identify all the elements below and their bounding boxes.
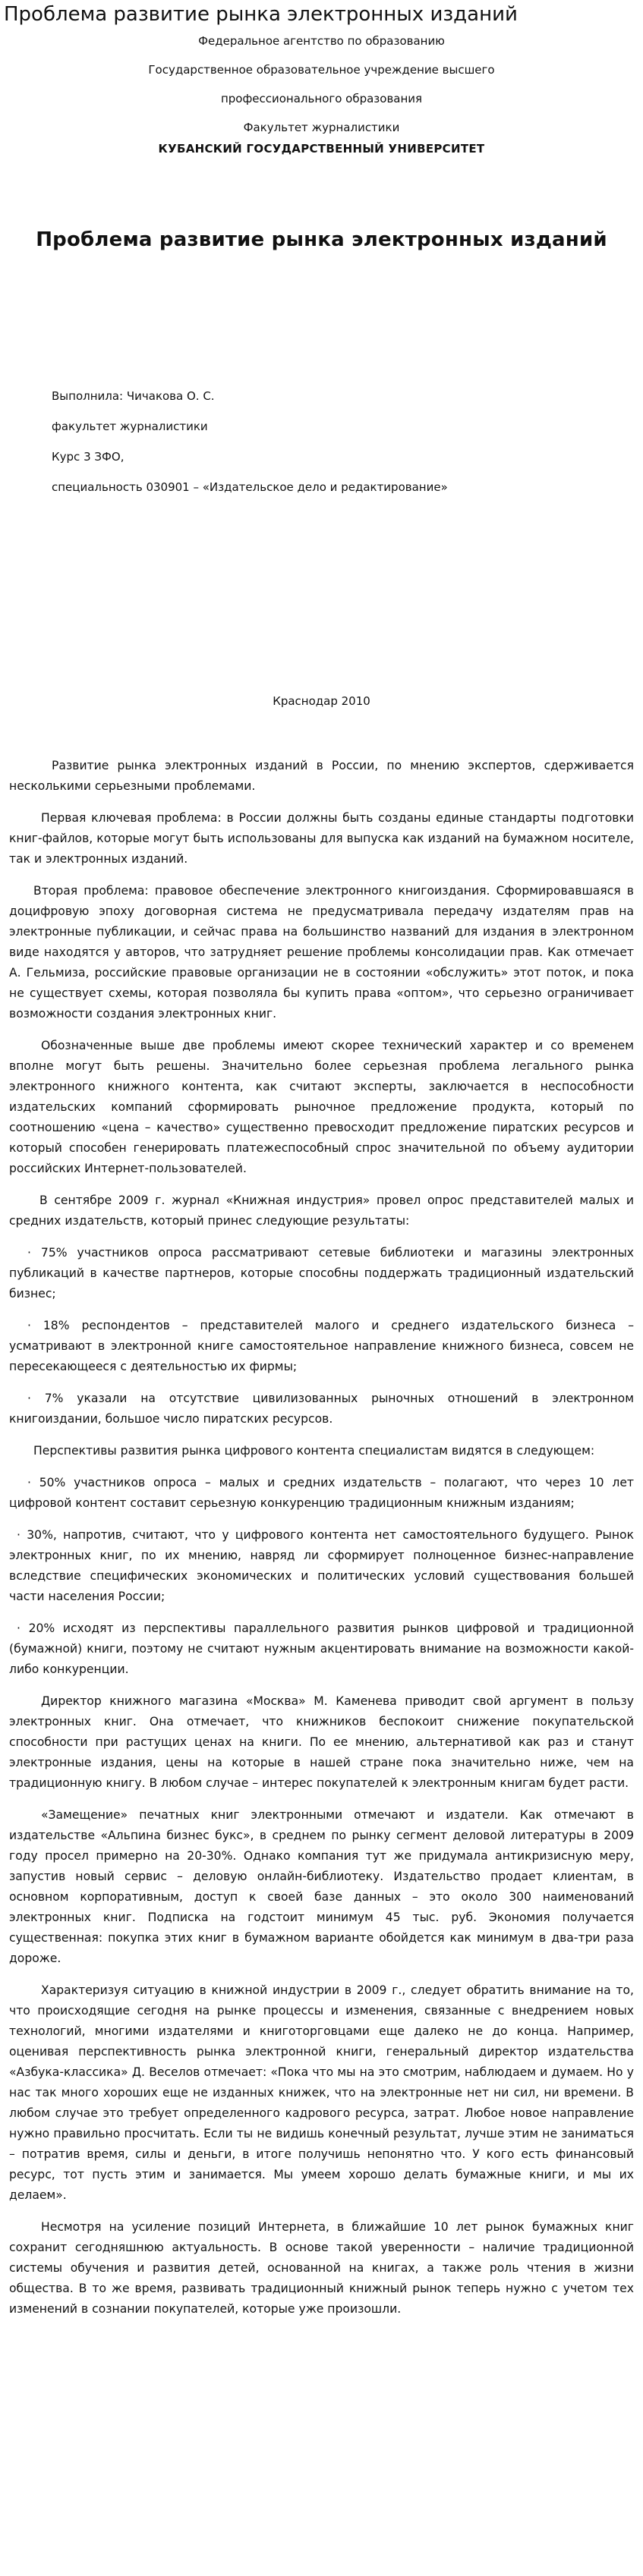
author-faculty: факультет журналистики xyxy=(52,420,208,433)
list-item: · 20% исходят из перспективы параллельного развития рынков цифровой и традиционной (бумажной) книги, поэтому не считают нужным акцентировать внимание на возможности какой-либо конкуренции. xyxy=(9,1621,634,1676)
paragraph: В сентябре 2009 г. журнал «Книжная индустрия» провел опрос представителей малых и средних издательств, который принес следующие результаты: xyxy=(9,1194,634,1228)
list-item: · 30%, напротив, считают, что у цифрового контента нет самостоятельного будущего. Рынок электронных книг, по их мнению, навряд ли сформирует полноценное бизнес-направление вследствие специфических экономических и политических условий существования большей части населения России; xyxy=(9,1528,634,1603)
paragraph: Перспективы развития рынка цифрового контента специалистам видятся в следующем: xyxy=(33,1444,595,1458)
university-name: КУБАНСКИЙ ГОСУДАРСТВЕННЫЙ УНИВЕРСИТЕТ xyxy=(158,142,485,156)
document-body xyxy=(0,756,643,2320)
institution-line: Государственное образовательное учреждение высшего xyxy=(148,63,495,77)
paragraph: Развитие рынка электронных изданий в России, по мнению экспертов, сдерживается несколькими серьезными проблемами. xyxy=(9,759,634,793)
paragraph: Директор книжного магазина «Москва» М. Каменева приводит свой аргумент в пользу электронных книг. Она отмечает, что книжников беспокоит снижение покупательской способности при растущих ценах на книги. По ее мнению, альтернативой как раз и станут электронные издания, цены на которые в нашей стране пока значительно ниже, чем на традиционную книгу. В любом случае – интерес покупателей к электронным книгам будет расти. xyxy=(9,1694,634,1790)
list-item: · 50% участников опроса – малых и средних издательств – полагают, что через 10 лет цифровой контент составит серьезную конкуренцию традиционным книжным изданиям; xyxy=(9,1476,634,1510)
author-course: Курс 3 ЗФО, xyxy=(52,450,125,464)
paragraph: Несмотря на усиление позиций Интернета, в ближайшие 10 лет рынок бумажных книг сохранит сегодняшнюю актуальность. В основе такой уверенности – наличие традиционной системы обучения и развития детей, основанной на книгах, а также роль чтения в жизни общества. В то же время, развивать традиционный книжный рынок теперь нужно с учетом тех изменений в сознании покупателей, которые уже произошли. xyxy=(9,2220,634,2316)
paragraph: Характеризуя ситуацию в книжной индустрии в 2009 г., следует обратить внимание на то, что происходящие сегодня на рынке процессы и изменения, связанные с внедрением новых технологий, многими издателями и книготорговцами еще далеко не до конца. Например, оценивая перспективность рынка электронной книги, генеральный директор издательства «Азбука-классика» Д. Веселов отмечает: «Пока что мы на это смотрим, наблюдаем и думаем. Но у нас так много хороших еще не изданных книжек, что на электронные нет ни сил, ни времени. В любом случае это требует определенного кадрового ресурса, затрат. Любое новое направление нужно правильно просчитать. Если ты не видишь конечный результат, лучше этим не заниматься – потратив время, силы и деньги, в итоге получишь непонятно что. У кого есть финансовый ресурс, тот пусть этим и занимается. Мы умеем хорошо делать бумажные книги, и мы их делаем». xyxy=(9,1983,634,2202)
paragraph: Вторая проблема: правовое обеспечение электронного книгоиздания. Сформировавшаяся в доцифровую эпоху договорная система не предусматривала передачу издателям прав на электронные публикации, и сейчас права на большинство названий для издания в электронном виде находятся у авторов, что затрудняет решение проблемы консолидации прав. Как отмечает А. Гельмиза, российские правовые организации не в состоянии «обслужить» этот поток, и пока не существует схемы, которая позволяла бы купить права «оптом», что серьезно ограничивает возможности создания электронных книг. xyxy=(9,884,634,1021)
city-year: Краснодар 2010 xyxy=(273,694,370,708)
education-line: профессионального образования xyxy=(220,92,423,105)
document-header-title: Проблема развитие рынка электронных изданий xyxy=(4,3,518,26)
agency-line: Федеральное агентство по образованию xyxy=(198,34,445,48)
author-specialty: специальность 030901 – «Издательское дело и редактирование» xyxy=(52,480,448,494)
list-item: · 18% респондентов – представителей малого и среднего издательского бизнеса – усматривают в электронной книге самостоятельное направление книжного бизнеса, совсем не пересекающееся с деятельностью их фирмы; xyxy=(9,1319,634,1373)
paragraph: Первая ключевая проблема: в России должны быть созданы единые стандарты подготовки книг-файлов, которые могут быть использованы для выпуска как изданий на бумажном носителе, так и электронных изданий. xyxy=(9,811,634,866)
faculty-line: Факультет журналистики xyxy=(243,121,400,134)
paragraph: «Замещение» печатных книг электронными отмечают и издатели. Как отмечают в издательстве «Альпина бизнес букс», в среднем по рынку сегмент деловой литературы в 2009 году просел примерно на 20-30%. Однако компания тут же придумала антикризисную меру, запустив новый сервис – деловую онлайн-библиотеку. Издательство продает клиентам, в основном корпоративным, доступ к своей базе данных – это около 300 наименований электронных книг. Подписка на годстоит минимум 45 тыс. руб. Экономия получается существенная: покупка этих книг в бумажном варианте обойдется как минимум в два-три раза дороже. xyxy=(9,1808,634,1965)
list-item: · 7% указали на отсутствие цивилизованных рыночных отношений в электронном книгоиздании, большое число пиратских ресурсов. xyxy=(9,1392,634,1426)
paragraph: Обозначенные выше две проблемы имеют скорее технический характер и со временем вполне могут быть решены. Значительно более серьезная проблема легального рынка электронного книжного контента, как считают эксперты, заключается в неспособности издательских компаний сформировать рыночное предложение продукта, который по соотношению «цена – качество» существенно превосходит предложение пиратских ресурсов и который способен генерировать платежеспособный спрос значительной по объему аудитории российских Интернет-пользователей. xyxy=(9,1039,634,1175)
author-block xyxy=(0,388,643,495)
main-title: Проблема развитие рынка электронных изданий xyxy=(36,228,607,251)
author-performed: Выполнила: Чичакова О. С. xyxy=(52,389,215,403)
list-item: · 75% участников опроса рассматривают сетевые библиотеки и магазины электронных публикаций в качестве партнеров, которые способны поддержать традиционный издательский бизнес; xyxy=(9,1246,634,1301)
